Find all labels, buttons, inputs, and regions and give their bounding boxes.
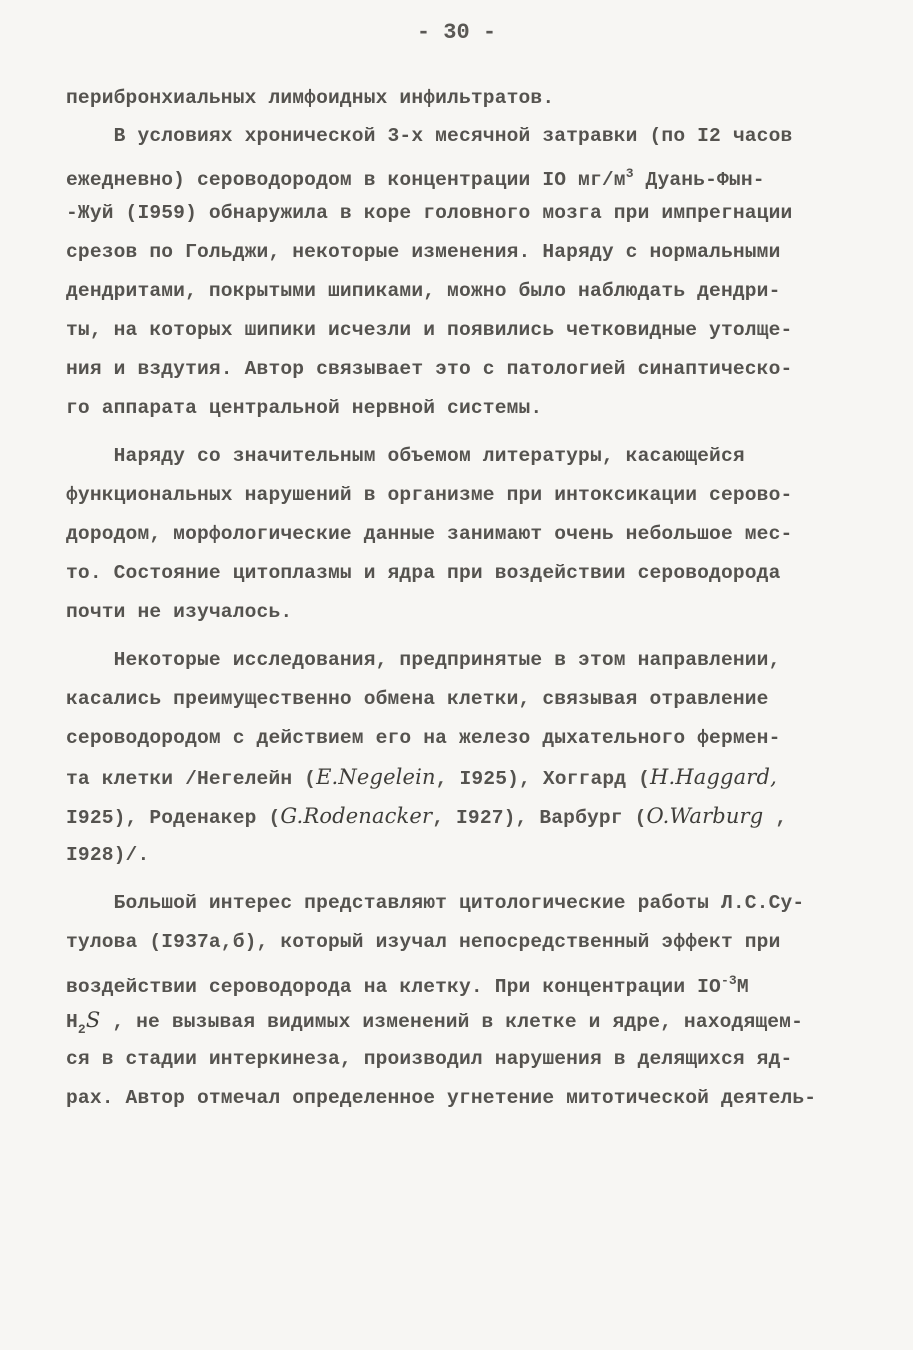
handwritten-name: H.Haggard, (650, 765, 777, 789)
handwritten-name: O.Warburg (646, 804, 764, 828)
text-line: сероводородом с действием его на железо дыхательного фермен- (66, 727, 781, 749)
text-line: I925), Роденакер (G.Rodenacker, I927), Варбург (O.Warburg , (66, 804, 788, 829)
handwritten-symbol: S (85, 1008, 101, 1032)
superscript: 3 (625, 166, 634, 181)
text-line: дородом, морфологические данные занимают очень небольшое мес- (66, 523, 793, 545)
text-line: ты, на которых шипики исчезли и появились четковидные утолще- (66, 319, 793, 341)
text-line: го аппарата центральной нервной системы. (66, 397, 543, 419)
text-line: ся в стадии интеркинеза, производил нарушения в делящихся яд- (66, 1048, 793, 1070)
text-line: та клетки /Негелейн (E.Negelein, I925), Хоггард (H.Haggard, (66, 765, 777, 790)
superscript: -3 (720, 973, 737, 988)
text-line: -Жуй (I959) обнаружила в коре головного мозга при импрегнации (66, 202, 793, 224)
text-line: перибронхиальных лимфоидных инфильтратов. (66, 87, 555, 109)
text-line: ежедневно) сероводородом в концентрации IO $мг/м^3$ Дуань-Фын- (66, 166, 765, 191)
text-line: Некоторые исследования, предпринятые в этом направлении, (66, 649, 781, 671)
text-line: почти не изучалось. (66, 601, 293, 623)
text-line: тулова (I937а,б), который изучал непосредственный эффект при (66, 931, 781, 953)
subscript: 2 (77, 1022, 86, 1037)
text-line: касались преимущественно обмена клетки, связывая отравление (66, 688, 769, 710)
text-line: то. Состояние цитоплазмы и ядра при воздействии сероводорода (66, 562, 781, 584)
text-line: функциональных нарушений в организме при интоксикации серово- (66, 484, 793, 506)
handwritten-name: E.Negelein (316, 765, 436, 789)
text-line: Наряду со значительным объемом литературы, касающейся (66, 445, 745, 467)
handwritten-name: G.Rodenacker (280, 804, 433, 828)
text-line: I928)/. (66, 844, 150, 866)
text-line: дендритами, покрытыми шипиками, можно было наблюдать дендри- (66, 280, 781, 302)
text-line: срезов по Гольджи, некоторые изменения. Наряду с нормальными (66, 241, 781, 263)
text-line: ния и вздутия. Автор связывает это с патологией синаптическо- (66, 358, 793, 380)
text-line: воздействии сероводорода на клетку. При концентрации $IO^{-3}M$ (66, 973, 749, 998)
text-line: рах. Автор отмечал определенное угнетение митотической деятель- (66, 1087, 817, 1109)
text-line: В условиях хронической 3-х месячной затравки (по I2 часов (66, 125, 793, 147)
page-number: - 30 - (416, 20, 497, 45)
text-line: $H_2S$ , не вызывая видимых изменений в клетке и ядре, находящем- (66, 1008, 804, 1037)
text-line: Большой интерес представляют цитологические работы Л.С.Су- (66, 892, 805, 914)
